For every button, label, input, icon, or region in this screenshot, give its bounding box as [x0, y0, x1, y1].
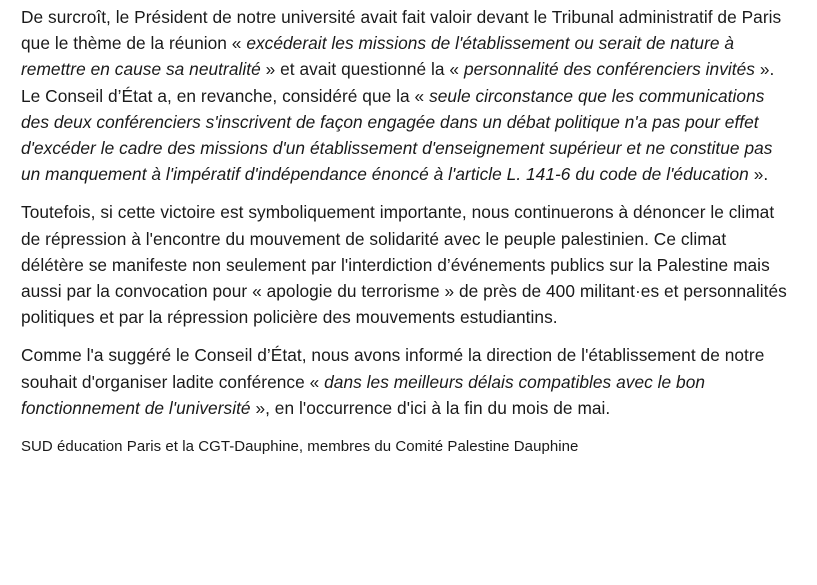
text-span: Comme l'a suggéré le Conseil d’État, nous avons informé la direction de l'établissement de notre souhait d'organiser ladite conférence « — [21, 345, 765, 392]
text-span: », en l'occurrence d'ici à la fin du mois de mai. — [250, 397, 611, 418]
text-span: De surcroît, le Président de notre université avait fait valoir devant le Tribunal administratif de Paris que le thème de la réunion « — [21, 7, 782, 54]
quote-delais: dans les meilleurs délais compatibles avec le bon fonctionnement de l'université — [21, 371, 706, 418]
text-span: ». Le Conseil d’État a, en revanche, considéré que la « — [21, 59, 775, 106]
paragraph-president-argument — [21, 4, 791, 187]
quote-conseil-etat: seule circonstance que les communications des deux conférenciers s'inscrivent de façon engagée dans un débat politique n'a pas pour effet d'excéder le cadre des missions d'un établissement d'enseignement supérieur et ne constitue pas un manquement à l'impératif d'indépendance énoncé à l'article L. 141-6 du code de l'éducation — [21, 85, 773, 185]
text-span: » et avait questionné la « — [260, 59, 464, 80]
text-span: ». — [748, 164, 769, 185]
paragraph-repression — [21, 199, 791, 330]
signature: SUD éducation Paris et la CGT-Dauphine, membres du Comité Palestine Dauphine — [21, 438, 579, 456]
text-span: Toutefois, si cette victoire est symboliquement importante, nous continuerons à dénoncer le climat de répression à l'encontre du mouvement de solidarité avec le peuple palestinien. Ce climat délétère se manifeste non seulement par l'interdiction d’événements publics sur la Palestine mais aussi par la convocation pour « apologie du terrorisme » de près de 400 militant·es et personnalités politiques et par la répression policière des mouvements estudiantins. — [21, 202, 787, 328]
quote-missions: excéderait les missions de l'établissement ou serait de nature à remettre en cause sa neutralité — [21, 33, 735, 80]
paragraph-conference-request — [21, 342, 791, 421]
quote-personnalite: personnalité des conférenciers invités — [463, 59, 755, 80]
